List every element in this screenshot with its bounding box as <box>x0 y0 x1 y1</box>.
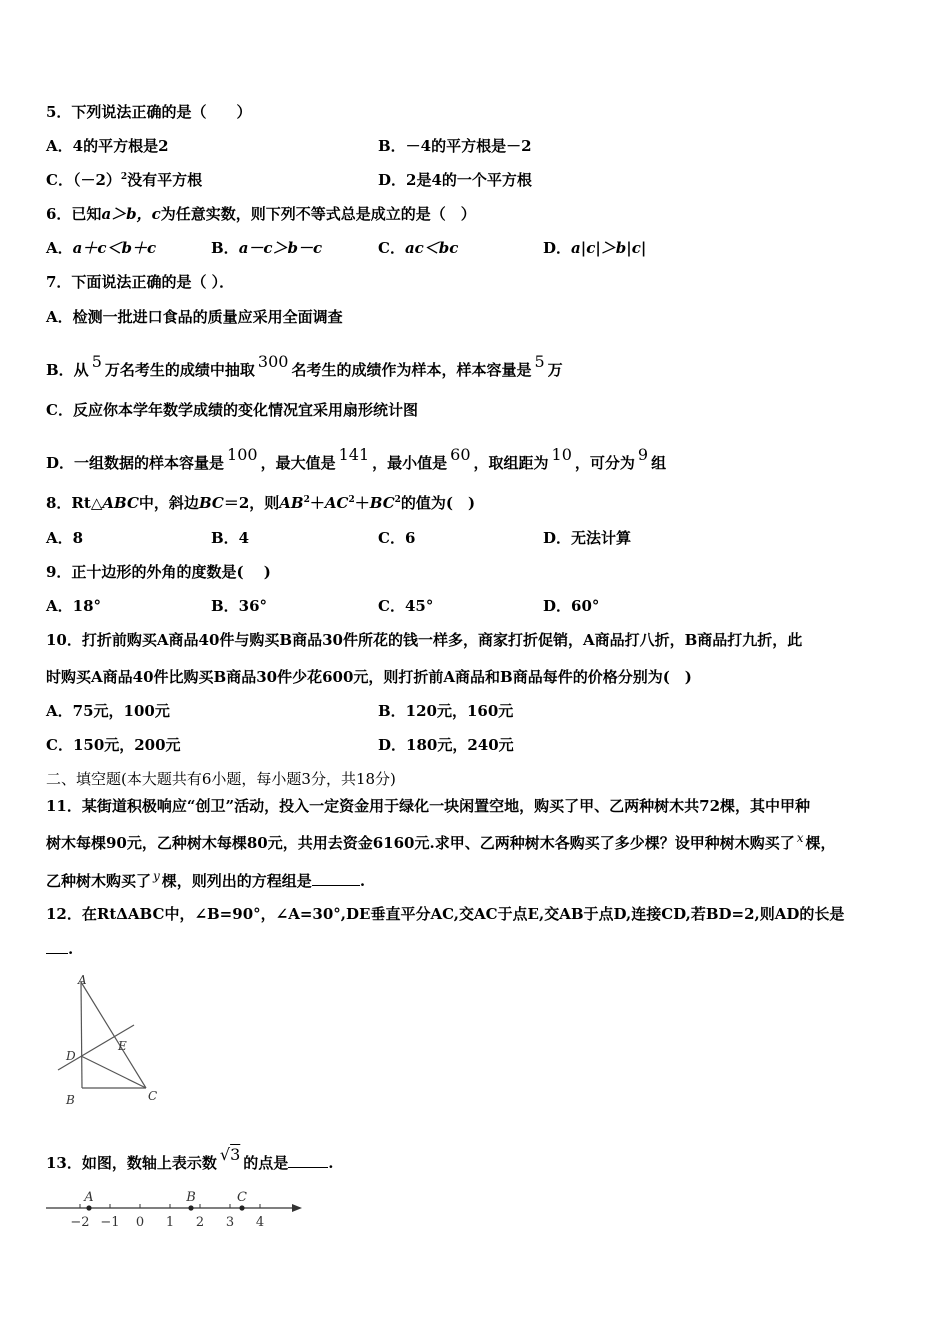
q10-option-b: B．120元，160元 <box>378 702 514 720</box>
q8-option-c: C．6 <box>378 529 416 547</box>
q8-option-b: B．4 <box>211 529 250 547</box>
q11-var-x: x <box>796 831 804 845</box>
q9-stem: 9．正十边形的外角的度数是( ) <box>46 563 271 581</box>
point-a <box>86 1205 91 1210</box>
point-b <box>188 1205 193 1210</box>
q7-d-1: D．一组数据的样本容量是 <box>46 454 225 472</box>
q7-option-a: A．检测一批进口食品的质量应采用全面调查 <box>46 308 343 326</box>
q8-stem-bc2: BC <box>369 494 395 512</box>
q13-answer-blank[interactable] <box>288 1155 328 1168</box>
q7-option-c: C．反应你本学年数学成绩的变化情况宜采用扇形统计图 <box>46 401 418 419</box>
q13-stem <box>46 1145 334 1173</box>
q7-b-v2: 300 <box>257 352 289 371</box>
sqrt-icon: √ <box>219 1145 231 1164</box>
q11-var-y: y <box>153 869 160 883</box>
q9-option-a: A．18° <box>46 597 102 615</box>
q8-stem-abc: ABC <box>102 494 139 512</box>
q11-line2-pre: 树木每棵90元，乙种树木每棵80元，共用去资金6160元.求甲、乙两种树木各购买了多少棵？设甲种树木购买了 <box>46 834 795 852</box>
q6-stem-post: 为任意实数，则下列不等式总是成立的是（ ） <box>160 205 476 223</box>
q13-stem-post: 的点是 <box>243 1154 289 1172</box>
axis-tick-label: 2 <box>195 1215 205 1230</box>
q7-d-v5: 9 <box>637 445 649 464</box>
point-label-c: C <box>237 1190 247 1205</box>
q7-d-5: ，可分为 <box>574 454 635 472</box>
q10-line2: 时购买A商品40件比购买B商品30件少花600元，则打折前A商品和B商品每件的价格分别为( ) <box>46 668 692 686</box>
q8-stem-1: 8．Rt△ <box>46 494 103 512</box>
q6-b-expr: a－c＞b－c <box>238 239 323 257</box>
q8-stem <box>46 492 475 513</box>
point-label-b: B <box>186 1190 196 1205</box>
q12-answer-blank[interactable] <box>46 941 68 954</box>
q7-option-b <box>46 352 563 380</box>
q7-d-v2: 141 <box>338 445 370 464</box>
axis-tick-label: 0 <box>135 1215 145 1230</box>
q10-option-c: C．150元，200元 <box>46 736 181 754</box>
q13-stem-pre: 13．如图，数轴上表示数 <box>46 1154 217 1172</box>
q7-b-3: 名考生的成绩作为样本，样本容量是 <box>291 361 532 379</box>
q8-stem-4: 的值为( ) <box>400 494 476 512</box>
q11-line1: 11．某街道积极响应“创卫”活动，投入一定资金用于绿化一块闲置空地，购买了甲、乙两种树木共72棵，其中甲种 <box>46 797 811 815</box>
label-a: A <box>78 973 87 987</box>
q8-plus1: ＋ <box>309 494 325 512</box>
q8-sup2: 2 <box>348 495 355 505</box>
q6-option-d <box>543 237 646 258</box>
q6-a-expr: a＋c＜b＋c <box>72 239 157 257</box>
q11-line2-post: 棵， <box>805 834 836 852</box>
q7-b-2: 万名考生的成绩中抽取 <box>104 361 255 379</box>
q8-sup1: 2 <box>303 495 310 505</box>
q7-b-v1: 5 <box>91 352 102 371</box>
q11-answer-blank[interactable] <box>312 873 360 886</box>
q6-b-label: B． <box>211 239 239 257</box>
sqrt-expression <box>220 1145 240 1164</box>
q11-line3 <box>46 869 365 891</box>
q8-stem-bc: BC <box>198 494 224 512</box>
q6-option-b <box>211 237 322 258</box>
q7-d-v1: 100 <box>227 445 258 464</box>
q6-a-label: A． <box>46 239 73 257</box>
q5-c-sup: 2 <box>120 172 128 182</box>
axis-arrow-icon <box>292 1204 302 1212</box>
q7-d-v4: 10 <box>551 445 572 464</box>
q9-option-d: D．60° <box>543 597 600 615</box>
q6-stem-expr: a＞b，c <box>101 205 161 223</box>
label-d: D <box>66 1049 76 1063</box>
q13-stem-end: . <box>328 1154 334 1172</box>
q12-line2 <box>46 940 73 958</box>
q9-option-b: B．36° <box>211 597 268 615</box>
axis-tick-label: −2 <box>70 1215 90 1230</box>
label-c: C <box>148 1089 158 1103</box>
q8-stem-ab: AB <box>279 494 304 512</box>
label-e: E <box>118 1039 127 1053</box>
axis-tick-label: 3 <box>225 1215 235 1230</box>
q9-option-c: C．45° <box>378 597 434 615</box>
q6-c-expr: ac＜bc <box>404 239 459 257</box>
q7-stem: 7．下面说法正确的是（ ）． <box>46 273 235 291</box>
q11-line2 <box>46 831 836 853</box>
point-c <box>239 1205 244 1210</box>
q5-option-d: D．2是4的一个平方根 <box>378 171 532 189</box>
q8-stem-ac: AC <box>324 494 349 512</box>
label-b: B <box>66 1093 75 1107</box>
q11-line3-end: . <box>359 872 366 890</box>
q8-sup3: 2 <box>394 495 401 505</box>
q10-option-a: A．75元，100元 <box>46 702 170 720</box>
q6-stem-pre: 6．已知 <box>46 205 102 223</box>
q5-stem: 5．下列说法正确的是（ ） <box>46 103 252 121</box>
sqrt-argument: 3 <box>230 1145 241 1164</box>
axis-tick-label: 1 <box>165 1215 175 1230</box>
q7-b-v3: 5 <box>534 352 545 371</box>
q12-triangle-figure <box>48 970 178 1110</box>
q8-stem-3: ＝2，则 <box>223 494 280 512</box>
q11-line3-pre: 乙种树木购买了 <box>46 872 152 890</box>
q12-line2-end: . <box>68 940 74 958</box>
q5-option-c <box>46 169 202 190</box>
q6-d-expr: a|c|＞b|c| <box>571 239 647 257</box>
q7-d-3: ，最小值是 <box>372 454 448 472</box>
q5-c-pre: C．（－2） <box>46 171 121 189</box>
q13-number-line <box>40 1182 310 1238</box>
q8-option-d: D．无法计算 <box>543 529 632 547</box>
q7-b-4: 万 <box>547 361 563 379</box>
q8-plus2: ＋ <box>354 494 370 512</box>
q7-d-2: ，最大值是 <box>260 454 336 472</box>
q11-line3-post: 棵，则列出的方程组是 <box>161 872 312 890</box>
section2-title: 二、填空题(本大题共有6小题，每小题3分，共18分) <box>46 770 396 788</box>
q6-option-a <box>46 237 156 258</box>
axis-tick-label: −1 <box>100 1215 120 1230</box>
q8-option-a: A．8 <box>46 529 84 547</box>
q10-option-d: D．180元，240元 <box>378 736 514 754</box>
q7-d-4: ，取组距为 <box>473 454 549 472</box>
axis-tick-label: 4 <box>255 1215 265 1230</box>
q8-stem-2: 中，斜边 <box>138 494 199 512</box>
q12-line1: 12．在RtΔABC中，∠B=90°，∠A=30°,DE垂直平分AC,交AC于点E,交AB于点D,连接CD,若BD=2,则AD的长是 <box>46 905 845 923</box>
q10-line1: 10．打折前购买A商品40件与购买B商品30件所花的钱一样多，商家打折促销，A商品打八折，B商品打九折，此 <box>46 631 803 649</box>
side-ab <box>81 982 82 1088</box>
q6-option-c <box>378 237 458 258</box>
point-label-a: A <box>84 1190 94 1205</box>
q6-c-label: C． <box>378 239 405 257</box>
q7-option-d <box>46 445 666 473</box>
q7-d-v3: 60 <box>450 445 471 464</box>
q6-stem <box>46 203 476 224</box>
q5-option-b: B．－4的平方根是－2 <box>378 137 532 155</box>
q5-option-a: A．4的平方根是2 <box>46 137 169 155</box>
q7-b-1: B．从 <box>46 361 89 379</box>
q6-d-label: D． <box>543 239 572 257</box>
q7-d-6: 组 <box>651 454 667 472</box>
q5-c-post: 没有平方根 <box>127 171 203 189</box>
